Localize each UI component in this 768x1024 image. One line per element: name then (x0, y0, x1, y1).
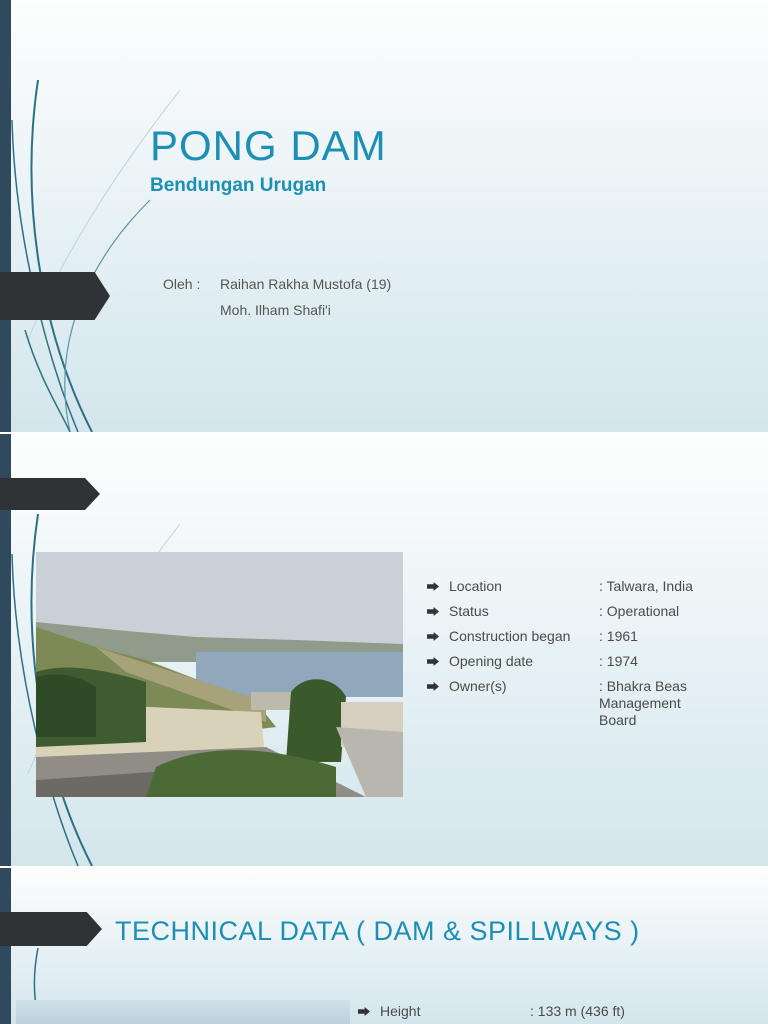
decorative-swoosh (0, 0, 200, 432)
fact-value: : 133 m (436 ft) (530, 1003, 625, 1019)
arrow-bullet-icon (427, 657, 439, 666)
section-arrow-marker (0, 478, 100, 510)
fact-value: : Operational (599, 603, 680, 619)
dam-photo (36, 552, 403, 797)
list-item (427, 653, 757, 670)
section-arrow-marker (0, 912, 102, 946)
list-item (427, 603, 757, 620)
dam-facts-list (427, 578, 757, 737)
list-item (427, 578, 757, 595)
fact-value: : 1974 (599, 653, 638, 669)
fact-value: : 1961 (599, 628, 638, 644)
fact-value: : Talwara, India (599, 578, 693, 594)
list-item (358, 1003, 625, 1019)
info-slide (0, 434, 768, 866)
section-arrow-marker (0, 272, 110, 320)
arrow-bullet-icon (427, 607, 439, 616)
presentation-title: PONG DAM (150, 122, 387, 169)
presentation-subtitle: Bendungan Urugan (150, 175, 327, 196)
arrow-bullet-icon (427, 632, 439, 641)
dam-photo (16, 1000, 350, 1024)
fact-value: : Bhakra Beas Management Board (599, 678, 687, 728)
list-item (427, 678, 757, 729)
arrow-bullet-icon (427, 582, 439, 591)
fact-key: Owner(s) (449, 678, 507, 694)
list-item (427, 628, 757, 645)
fact-key: Height (380, 1003, 421, 1019)
fact-key: Construction began (449, 628, 571, 644)
fact-key: Opening date (449, 653, 534, 669)
arrow-bullet-icon (358, 1007, 370, 1016)
author-name: Raihan Rakha Mustofa (19) (220, 276, 392, 292)
arrow-bullet-icon (427, 682, 439, 691)
title-slide (0, 0, 768, 432)
fact-key: Status (449, 603, 489, 619)
author-name: Moh. Ilham Shafi'i (220, 302, 331, 318)
author-label: Oleh : (163, 276, 201, 292)
section-title: TECHNICAL DATA ( DAM & SPILLWAYS ) (115, 916, 640, 946)
technical-data-slide (0, 868, 768, 1024)
fact-key: Location (449, 578, 502, 594)
